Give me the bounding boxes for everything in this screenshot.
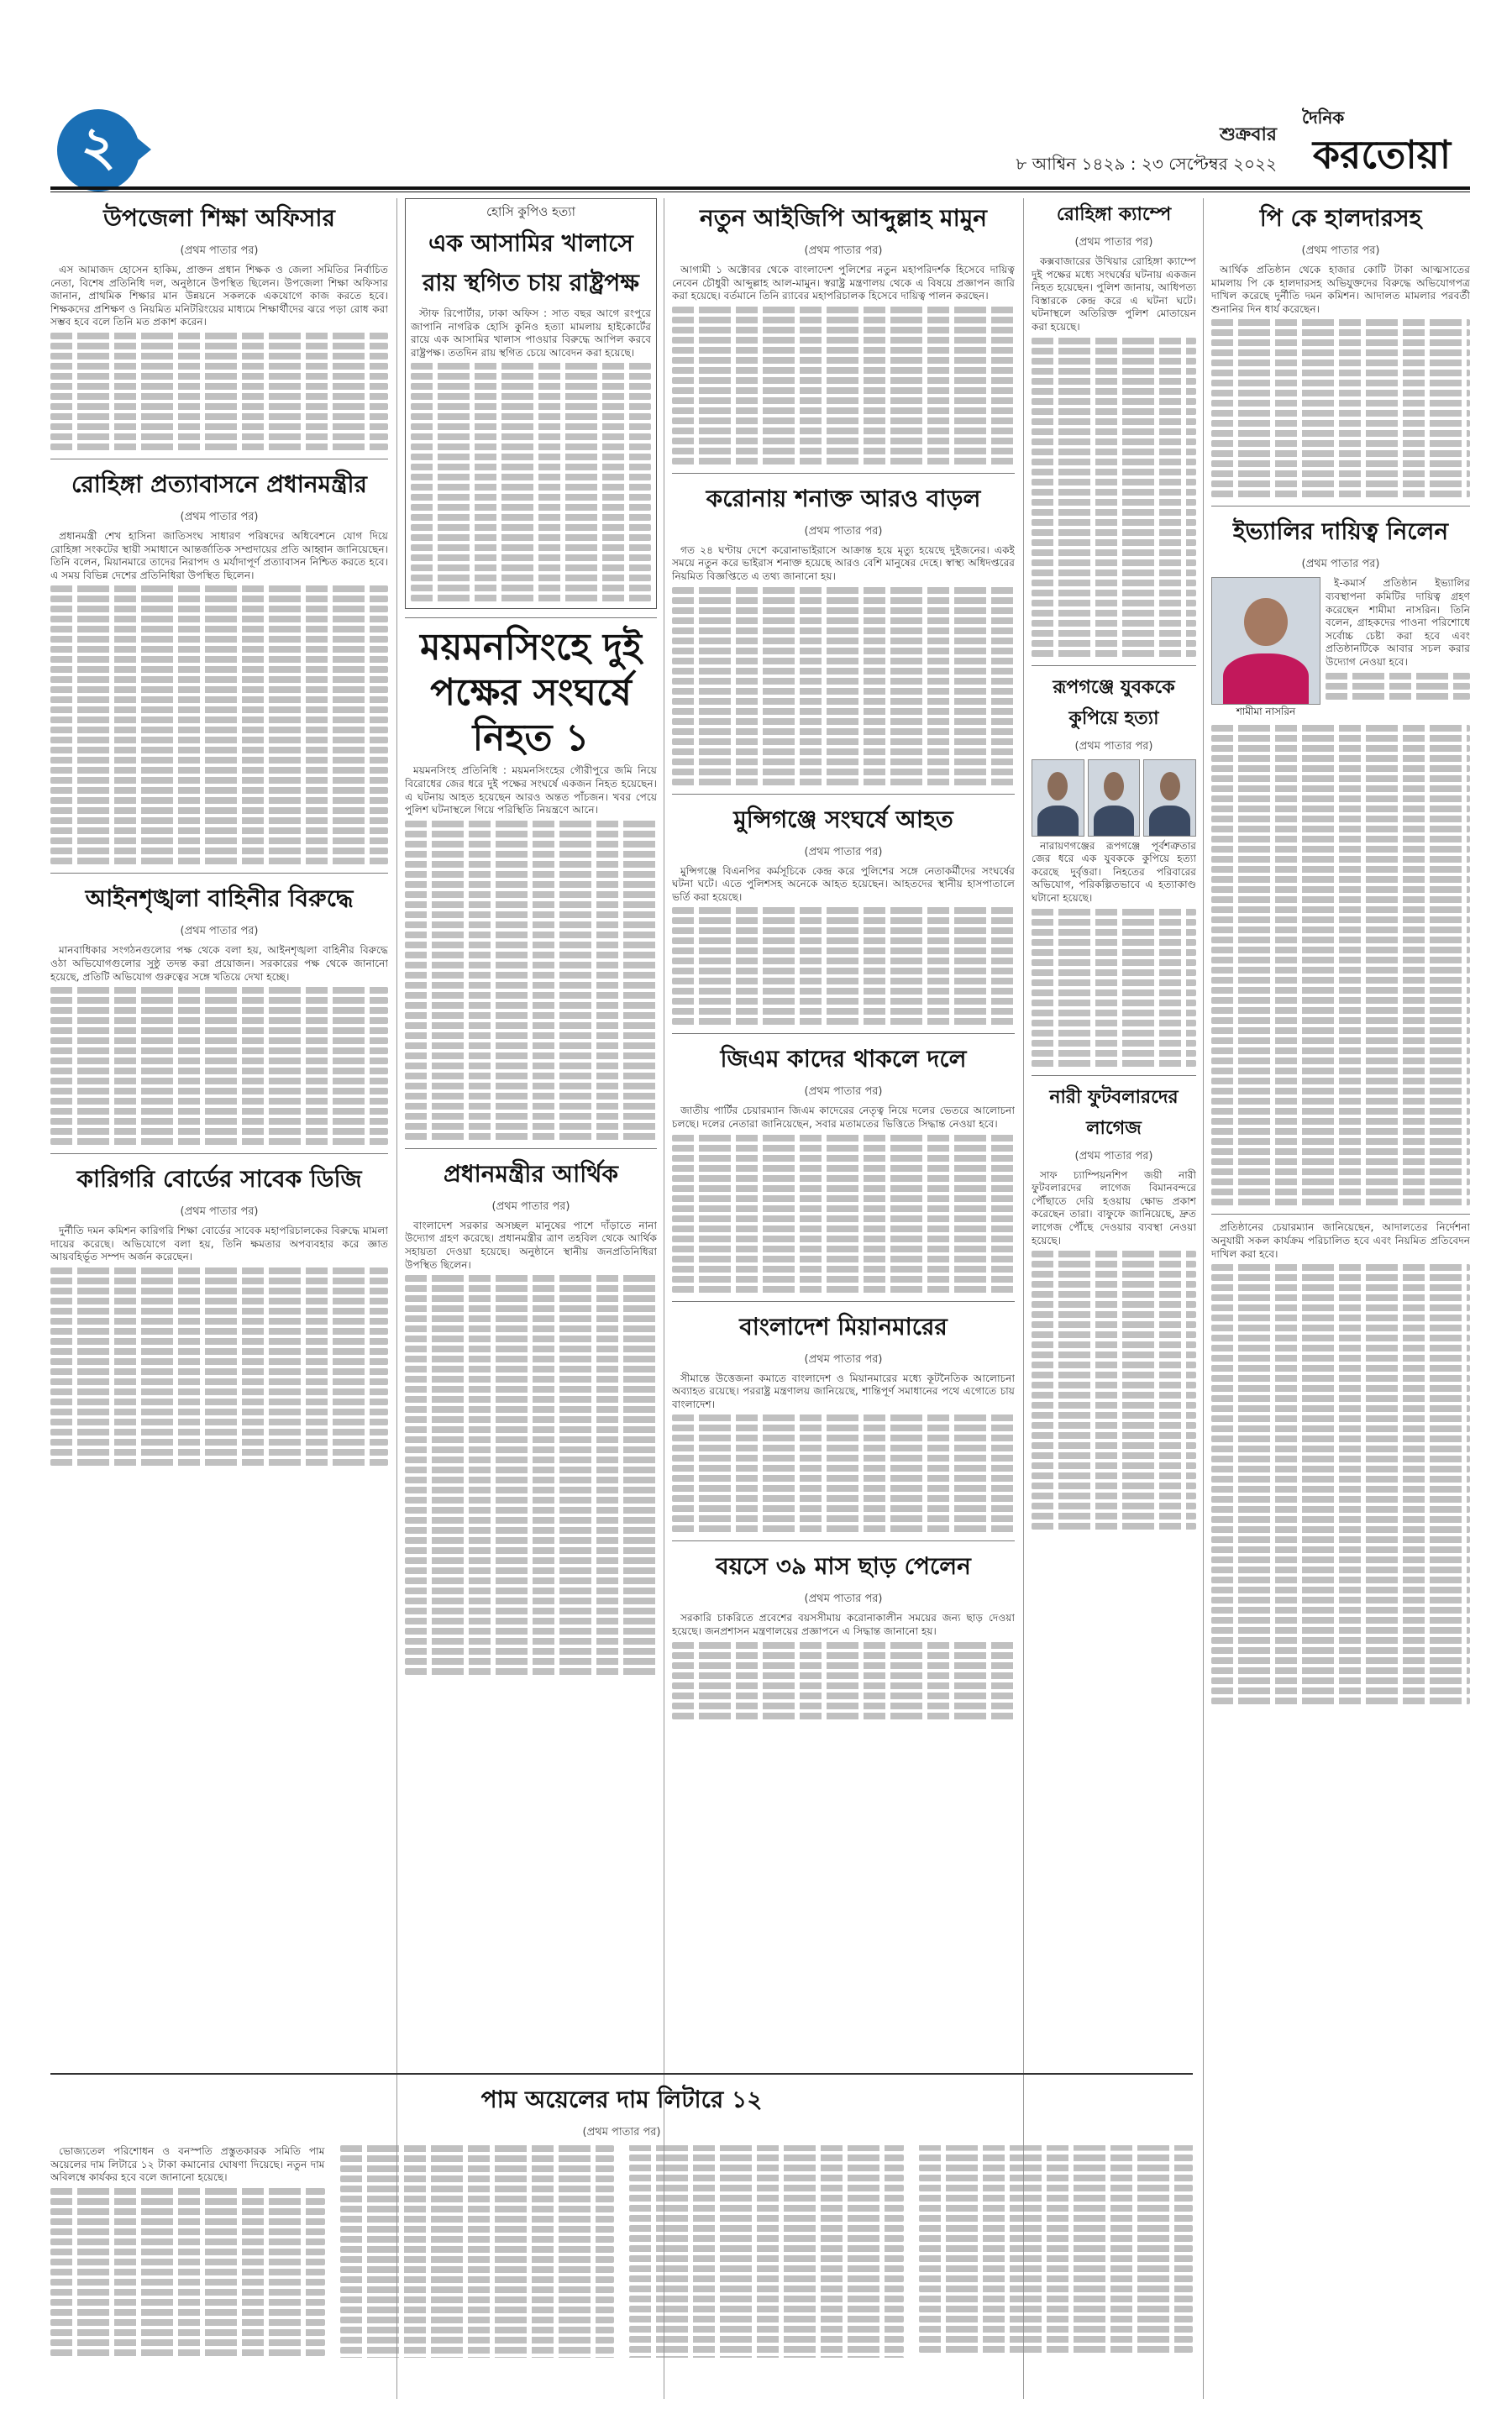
article-body <box>672 544 1015 785</box>
paragraph: গত ২৪ ঘণ্টায় দেশে করোনাভাইরাসে আক্রান্ত হয়ে মৃত্যু হয়েছে দুইজনের। একই সময়ে নতুন করে ভাইরাস শনাক্ত হয়েছে আরও বেশি মানুষের দেহে। স্বাস্থ্য অধিদপ্তরের নিয়মিত বিজ্ঞপ্তিতে এ তথ্য জানানো হয়। <box>672 543 1015 582</box>
headline: আইনশৃঙ্খলা বাহিনীর বিরুদ্ধে <box>85 884 354 913</box>
paragraph: মানবাধিকার সংগঠনগুলোর পক্ষ থেকে বলা হয়, আইনশৃঙ্খলা বাহিনীর বিরুদ্ধে ওঠা অভিযোগগুলোর সুষ্ঠু তদন্ত করা প্রয়োজন। সরকারের পক্ষ থেকে জানানো হয়েছে, প্রতিটি অভিযোগ গুরুত্বের সঙ্গে খতিয়ে দেখা হচ্ছে। <box>50 944 388 983</box>
portrait-block <box>1211 577 1320 722</box>
paragraph: কক্সবাজারের উখিয়ার রোহিঙ্গা ক্যাম্পে দুই পক্ষের মধ্যে সংঘর্ষের ঘটনায় একজন নিহত হয়েছেন। পুলিশ জানায়, আধিপত্য বিস্তারকে কেন্দ্র করে এ ঘটনা ঘটে। ঘটনাস্থলে অতিরিক্ত পুলিশ মোতায়েন করা হয়েছে। <box>1032 255 1196 333</box>
article-body <box>50 1225 388 1466</box>
victim-photo <box>1032 759 1084 837</box>
article <box>50 880 388 1145</box>
article <box>672 1548 1015 1719</box>
headline: ইভ্যালির দায়িত্ব নিলেন <box>1232 517 1449 546</box>
article <box>50 2081 1193 2358</box>
article-body <box>1326 577 1470 722</box>
article-body <box>672 1372 1015 1533</box>
article-body <box>50 530 388 864</box>
article-body <box>50 2145 1193 2358</box>
article-body <box>411 307 651 601</box>
article <box>672 480 1015 785</box>
kicker: হোসি কুপিও হত্যা <box>486 204 575 219</box>
continuation-note: (প্রথম পাতার পর) <box>804 244 883 257</box>
continuation-note: (প্রথম পাতার পর) <box>491 1199 570 1213</box>
headline: জিএম কাদের থাকলে দলে <box>720 1045 967 1073</box>
continuation-note: (প্রথম পাতার পর) <box>180 1205 259 1219</box>
continuation-note: (প্রথম পাতার পর) <box>1074 739 1153 753</box>
article <box>1211 1221 1470 1704</box>
continuation-note: (প্রথম পাতার পর) <box>804 1352 883 1366</box>
photo-and-text <box>1211 577 1470 722</box>
logo-big-text: করতোয়া <box>1312 132 1452 177</box>
paragraph: বাংলাদেশ সরকার অসচ্ছল মানুষের পাশে দাঁড়াতে নানা উদ্যোগ গ্রহণ করেছে। প্রধানমন্ত্রীর ত্রাণ তহবিল থেকে আর্থিক সহায়তা দেওয়া হয়েছে। অনুষ্ঠানে স্থানীয় জনপ্রতিনিধিরা উপস্থিত ছিলেন। <box>405 1219 657 1271</box>
article <box>50 1161 388 1466</box>
article <box>672 200 1015 464</box>
article-body <box>1032 840 1196 1067</box>
paragraph: সাফ চ্যাম্পিয়নশিপ জয়ী নারী ফুটবলারদের লাগেজ বিমানবন্দরে পৌঁছাতে দেরি হওয়ায় ক্ষোভ প্রকাশ করেছেন তারা। বাফুফে জানিয়েছে, দ্রুত লাগেজ পৌঁছে দেওয়ার ব্যবস্থা নেওয়া হয়েছে। <box>1032 1168 1196 1246</box>
paragraph: আগামী ১ অক্টোবর থেকে বাংলাদেশ পুলিশের নতুন মহাপরিদর্শক হিসেবে দায়িত্ব নেবেন চৌধুরী আব্দুল্লাহ আল-মামুন। স্বরাষ্ট্র মন্ত্রণালয় থেকে এ বিষয়ে প্রজ্ঞাপন জারি করা হয়েছে। বর্তমানে তিনি র‌্যাবের মহাপরিচালক হিসেবে দায়িত্ব পালন করছেন। <box>672 264 1015 302</box>
continuation-note: (প্রথম পাতার পর) <box>804 1085 883 1099</box>
paragraph: প্রধানমন্ত্রী শেখ হাসিনা জাতিসংঘ সাধারণ পরিষদের অধিবেশনে যোগ দিয়ে রোহিঙ্গা সংকটের স্থায়ী সমাধানে আন্তর্জাতিক সম্প্রদায়ের প্রতি আহ্বান জানিয়েছেন। তিনি বলেন, মিয়ানমারে তাদের নিরাপদ ও মর্যাদাপূর্ণ প্রত্যাবাসন নিশ্চিত করতে হবে। এ সময় বিভিন্ন দেশের প্রতিনিধিরা উপস্থিত ছিলেন। <box>50 529 388 581</box>
continuation-note: (প্রথম পাতার পর) <box>180 244 259 257</box>
article <box>672 1309 1015 1533</box>
article-body <box>1032 1169 1196 1530</box>
column-5 <box>1211 198 1470 2399</box>
paragraph: দুর্নীতি দমন কমিশন কারিগরি শিক্ষা বোর্ডের সাবেক মহাপরিচালকের বিরুদ্ধে মামলা দায়ের করেছে। অভিযোগে বলা হয়, তিনি ক্ষমতার অপব্যবহার করে জ্ঞাত আয়বহির্ভূত সম্পদ অর্জন করেছেন। <box>50 1225 388 1263</box>
headline: রূপগঞ্জে যুবককে কুপিয়ে হত্যা <box>1053 676 1175 729</box>
headline: উপজেলা শিক্ষা অফিসার <box>103 204 335 232</box>
date-block <box>1016 121 1277 178</box>
paragraph: নারায়ণগঞ্জের রূপগঞ্জে পূর্বশত্রুতার জের ধরে এক যুবককে কুপিয়ে হত্যা করেছে দুর্বৃত্তরা। নিহতের পরিবারের অভিযোগ, পরিকল্পিতভাবে এ হত্যাকাণ্ড ঘটানো হয়েছে। <box>1032 839 1196 904</box>
paragraph: ময়মনসিংহ প্রতিনিধি : ময়মনসিংহের গৌরীপুরে জমি নিয়ে বিরোধের জের ধরে দুই পক্ষের সংঘর্ষে একজন নিহত হয়েছেন। এ ঘটনায় আহত হয়েছেন আরও অন্তত পাঁচজন। খবর পেয়ে পুলিশ ঘটনাস্থলে গিয়ে পরিস্থিতি নিয়ন্ত্রণে আনে। <box>405 764 657 816</box>
continuation-note: (প্রথম পাতার পর) <box>1074 1149 1153 1163</box>
column-4 <box>1032 198 1196 2055</box>
article-body <box>672 264 1015 464</box>
headline: প্রধানমন্ত্রীর আর্থিক <box>444 1159 618 1188</box>
paragraph: মুন্সিগঞ্জে বিএনপির কর্মসূচিকে কেন্দ্র করে পুলিশের সঙ্গে নেতাকর্মীদের সংঘর্ষের ঘটনা ঘটে। এতে পুলিশসহ অনেকে আহত হয়েছেন। আহতদের স্থানীয় হাসপাতালে ভর্তি করা হয়েছে। <box>672 864 1015 903</box>
headline: রোহিঙ্গা ক্যাম্পে <box>1056 204 1172 225</box>
paragraph: সীমান্তে উত্তেজনা কমাতে বাংলাদেশ ও মিয়ানমারের মধ্যে কূটনৈতিক আলোচনা অব্যাহত রয়েছে। পররাষ্ট্র মন্ত্রণালয় জানিয়েছে, শান্তিপূর্ণ সমাধানের পথে এগোতে চায় বাংলাদেশ। <box>672 1372 1015 1410</box>
article <box>672 801 1015 1026</box>
headline: বয়সে ৩৯ মাস ছাড় পেলেন <box>716 1552 971 1581</box>
continuation-note: (প্রথম পাতার পর) <box>804 845 883 858</box>
suspect-photo <box>1143 759 1196 837</box>
photo-row <box>1032 759 1196 837</box>
newspaper-logo <box>1294 106 1470 180</box>
paragraph: জাতীয় পার্টির চেয়ারম্যান জিএম কাদেরের নেতৃত্ব নিয়ে দলের ভেতরে আলোচনা চলছে। দলের নেতারা জানিয়েছেন, সবার মতামতের ভিত্তিতে সিদ্ধান্ত নেওয়া হবে। <box>672 1105 1015 1130</box>
headline: কারিগরি বোর্ডের সাবেক ডিজি <box>76 1165 362 1194</box>
article <box>1032 1083 1196 1530</box>
headline: করোনায় শনাক্ত আরও বাড়ল <box>706 484 981 512</box>
bottom-band <box>50 2066 1193 2402</box>
article-body <box>1032 255 1196 657</box>
article <box>1211 200 1470 497</box>
weekday: শুক্রবার <box>1219 124 1277 145</box>
portrait-photo <box>1211 577 1320 705</box>
column-2 <box>405 198 657 2055</box>
paragraph: ই-কমার্স প্রতিষ্ঠান ইভ্যালির ব্যবস্থাপনা কমিটির দায়িত্ব গ্রহণ করেছেন শামীমা নাসরিন। তিনি বলেন, গ্রাহকদের পাওনা পরিশোধে সর্বোচ্চ চেষ্টা করা হবে এবং প্রতিষ্ঠানটিকে আবার সচল করার উদ্যোগ নেওয়া হবে। <box>1326 577 1470 668</box>
article <box>50 466 388 864</box>
continuation-note: (প্রথম পাতার পর) <box>1074 236 1153 249</box>
article <box>50 200 388 450</box>
headline: এক আসামির খালাসে রায় স্থগিত চায় রাষ্ট্রপক্ষ <box>423 229 639 297</box>
masthead-rule <box>50 186 1470 190</box>
article-body <box>672 865 1015 1026</box>
article-body <box>1211 264 1470 497</box>
headline: বাংলাদেশ মিয়ানমারের <box>739 1312 948 1341</box>
article <box>405 625 657 1139</box>
continuation-note: (প্রথম পাতার পর) <box>1301 558 1380 571</box>
article <box>672 1041 1015 1292</box>
article <box>1032 673 1196 1067</box>
continuation-note: (প্রথম পাতার পর) <box>582 2126 661 2139</box>
headline: পাম অয়েলের দাম লিটারে ১২ <box>480 2086 763 2113</box>
paragraph: ভোজ্যতেল পরিশোধন ও বনস্পতি প্রস্তুতকারক সমিতি পাম অয়েলের দাম লিটারে ১২ টাকা কমানোর ঘোষণা দিয়েছে। নতুন দাম অবিলম্বে কার্যকর হবে বলে জানানো হয়েছে। <box>50 2145 325 2184</box>
date-line: ৮ আশ্বিন ১৪২৯ : ২৩ সেপ্টেম্বর ২০২২ <box>1016 154 1277 174</box>
article <box>1211 513 1470 1205</box>
article-body <box>50 264 388 450</box>
continuation-note: (প্রথম পাতার পর) <box>180 925 259 938</box>
photo-caption: শামীমা নাসরিন <box>1236 706 1296 718</box>
continuation-note: (প্রথম পাতার পর) <box>804 1593 883 1606</box>
column-1 <box>50 198 388 2055</box>
headline: মুন্সিগঞ্জে সংঘর্ষে আহত <box>733 805 953 833</box>
headline: ময়মনসিংহে দুই পক্ষের সংঘর্ষে নিহত ১ <box>420 626 642 760</box>
continuation-note: (প্রথম পাতার পর) <box>180 510 259 523</box>
article-body <box>672 1105 1015 1292</box>
column-3 <box>672 198 1015 2055</box>
article <box>405 198 657 609</box>
article <box>405 1156 657 1675</box>
article <box>1032 200 1196 657</box>
article-body <box>1211 1221 1470 1704</box>
continuation-note: (প্রথম পাতার পর) <box>1301 244 1380 257</box>
article-body <box>672 1612 1015 1719</box>
column-divider <box>1203 198 1204 2399</box>
headline: পি কে হালদারসহ <box>1259 204 1422 232</box>
paragraph: এস আমাজদ হোসেন হাকিম, প্রাক্তন প্রধান শিক্ষক ও জেলা সমিতির নির্বাচিত নেতা, বিশেষ প্রতিনিধি দল, অনুষ্ঠানে উপস্থিত ছিলেন। উপজেলা শিক্ষা অফিসার জানান, প্রাথমিক শিক্ষার মান উন্নয়নে সকলকে একযোগে কাজ করতে হবে। শিক্ষকদের প্রশিক্ষণ ও নিয়মিত মনিটরিংয়ের মাধ্যমে শিক্ষার্থীদের ঝরে পড়া রোধ করা সম্ভব হবে বলে তিনি মত প্রকাশ করেন। <box>50 264 388 328</box>
headline: নতুন আইজিপি আব্দুল্লাহ মামুন <box>700 204 987 232</box>
article-body <box>405 1220 657 1675</box>
page-number-badge: ২ <box>57 109 139 192</box>
continuation-note: (প্রথম পাতার পর) <box>804 524 883 538</box>
article-body-continued <box>1211 725 1470 1205</box>
logo-small-text: দৈনিক <box>1302 108 1345 128</box>
paragraph: আর্থিক প্রতিষ্ঠান থেকে হাজার কোটি টাকা আত্মসাতের মামলায় পি কে হালদারসহ অভিযুক্তদের বিরুদ্ধে অভিযোগপত্র দাখিল করেছে দুর্নীতি দমন কমিশন। আদালত মামলার পরবর্তী শুনানির দিন ধার্য করেছেন। <box>1211 264 1470 315</box>
paragraph: স্টাফ রিপোর্টার, ঢাকা অফিস : সাত বছর আগে রংপুরে জাপানি নাগরিক হোসি কুনিও হত্যা মামলায় হাইকোর্টের রায়ে এক আসামির খালাস পাওয়ার বিরুদ্ধে আপিল করবে রাষ্ট্রপক্ষ। ততদিন রায় স্থগিত চেয়ে আবেদন করা হয়েছে। <box>411 307 651 359</box>
article-body <box>405 764 657 1139</box>
paragraph: প্রতিষ্ঠানের চেয়ারম্যান জানিয়েছেন, আদালতের নির্দেশনা অনুযায়ী সকল কার্যক্রম পরিচালিত হবে এবং নিয়মিত প্রতিবেদন দাখিল করা হবে। <box>1211 1221 1470 1260</box>
masthead <box>50 108 1470 178</box>
article-body <box>50 944 388 1145</box>
paragraph: সরকারি চাকরিতে প্রবেশের বয়সসীমায় করোনাকালীন সময়ের জন্য ছাড় দেওয়া হয়েছে। জনপ্রশাসন মন্ত্রণালয়ের প্রজ্ঞাপনে এ সিদ্ধান্ত জানানো হয়। <box>672 1612 1015 1637</box>
suspect-photo <box>1088 759 1141 837</box>
headline: নারী ফুটবলারদের লাগেজ <box>1049 1086 1179 1139</box>
headline: রোহিঙ্গা প্রত্যাবাসনে প্রধানমন্ত্রীর <box>71 470 367 498</box>
